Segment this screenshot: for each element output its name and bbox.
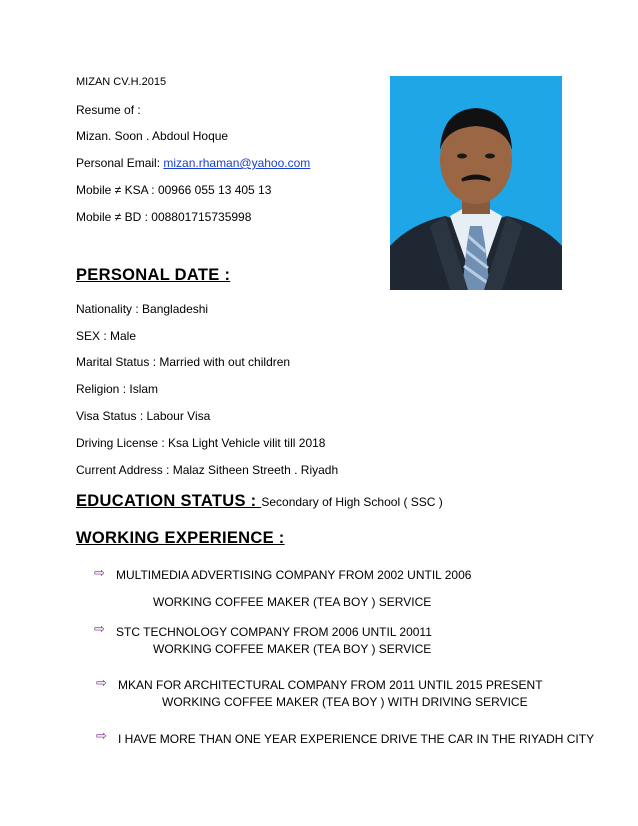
sex: SEX : Male bbox=[76, 329, 137, 343]
mobile-ksa: Mobile ≠ KSA : 00966 055 13 405 13 bbox=[76, 183, 272, 197]
mobile-bd: Mobile ≠ BD : 008801715735998 bbox=[76, 210, 252, 224]
experience-1-line1: MULTIMEDIA ADVERTISING COMPANY FROM 2002 UNTIL 2006 bbox=[116, 568, 472, 582]
experience-1-line2: WORKING COFFEE MAKER (TEA BOY ) SERVICE bbox=[153, 595, 432, 609]
applicant-name: Mizan. Soon . Abdoul Hoque bbox=[76, 129, 229, 143]
current-address: Current Address : Malaz Sitheen Streeth . Riyadh bbox=[76, 463, 339, 477]
education-value: Secondary of High School ( SSC ) bbox=[261, 495, 443, 509]
resume-of-label: Resume of : bbox=[76, 103, 141, 117]
work-experience-heading: WORKING EXPERIENCE : bbox=[76, 529, 285, 547]
education-heading: EDUCATION STATUS : bbox=[76, 492, 262, 510]
education-line bbox=[76, 492, 443, 511]
marital-status: Marital Status : Married with out children bbox=[76, 355, 291, 369]
nationality: Nationality : Bangladeshi bbox=[76, 302, 209, 316]
experience-3-line1: MKAN FOR ARCHITECTURAL COMPANY FROM 2011 UNTIL 2015 PRESENT bbox=[118, 678, 543, 692]
right-arrow-icon: ⇨ bbox=[94, 565, 105, 580]
right-arrow-icon: ⇨ bbox=[96, 728, 107, 743]
visa-status: Visa Status : Labour Visa bbox=[76, 409, 211, 423]
driving-license: Driving License : Ksa Light Vehicle vilit till 2018 bbox=[76, 436, 326, 450]
email-label: Personal Email: bbox=[76, 156, 164, 170]
personal-data-heading: PERSONAL DATE : bbox=[76, 266, 231, 284]
right-arrow-icon: ⇨ bbox=[96, 675, 107, 690]
experience-3-line2: WORKING COFFEE MAKER (TEA BOY ) WITH DRIVING SERVICE bbox=[162, 695, 528, 709]
email-line bbox=[76, 156, 310, 170]
cv-title: MIZAN CV.H.2015 bbox=[76, 76, 167, 88]
experience-2-line1: STC TECHNOLOGY COMPANY FROM 2006 UNTIL 20011 bbox=[116, 625, 432, 639]
profile-photo bbox=[390, 76, 562, 290]
religion: Religion : Islam bbox=[76, 382, 159, 396]
experience-4-line1: I HAVE MORE THAN ONE YEAR EXPERIENCE DRIVE THE CAR IN THE RIYADH CITY bbox=[118, 732, 595, 746]
email-link[interactable]: mizan.rhaman@yahoo.com bbox=[163, 156, 311, 170]
experience-2-line2: WORKING COFFEE MAKER (TEA BOY ) SERVICE bbox=[153, 642, 432, 656]
right-arrow-icon: ⇨ bbox=[94, 621, 105, 636]
